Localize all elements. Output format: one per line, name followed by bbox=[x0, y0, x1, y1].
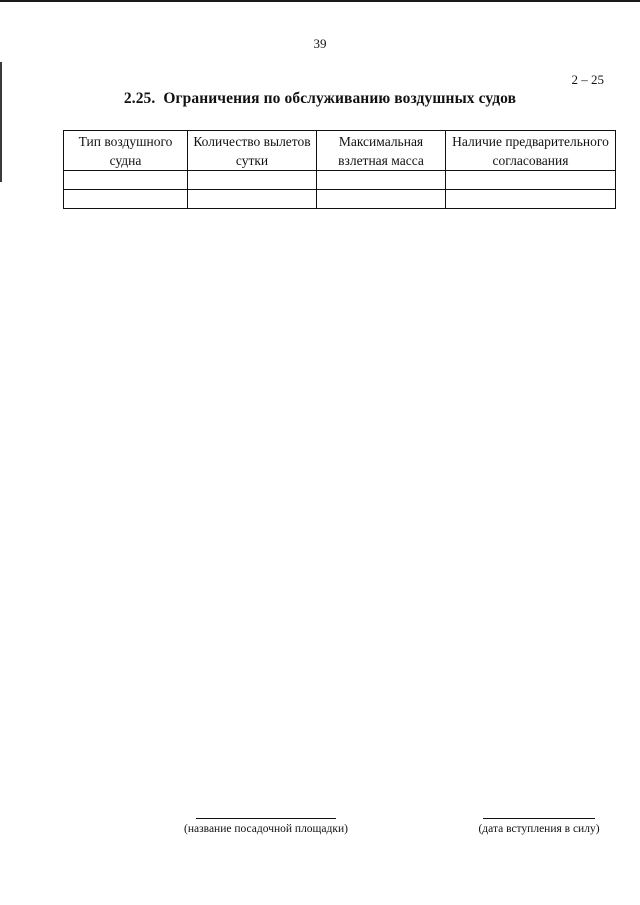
scan-edge-top bbox=[0, 0, 640, 2]
table-cell bbox=[446, 171, 616, 190]
effective-date-signature bbox=[470, 818, 608, 835]
header-prior-approval: Наличие предварительного согласования bbox=[446, 131, 616, 171]
table-header-row bbox=[64, 131, 616, 171]
table-row bbox=[64, 190, 616, 209]
table-cell bbox=[446, 190, 616, 209]
header-aircraft-type: Тип воздушного судна bbox=[64, 131, 188, 171]
page-number: 39 bbox=[313, 36, 327, 51]
section-number: 2.25. bbox=[123, 90, 156, 107]
table-cell bbox=[188, 190, 317, 209]
signature-line bbox=[196, 818, 336, 819]
effective-date-caption: (дата вступления в силу) bbox=[478, 823, 600, 835]
airfield-name-caption: (название посадочной площадки) bbox=[184, 823, 348, 835]
table-cell bbox=[317, 171, 446, 190]
header-max-takeoff-mass: Максимальная взлетная масса bbox=[317, 131, 446, 171]
table-row bbox=[64, 171, 616, 190]
table-cell bbox=[64, 190, 188, 209]
section-title bbox=[0, 90, 640, 108]
section-title-text: Ограничения по обслуживанию воздушных судов bbox=[163, 90, 517, 107]
scan-edge-left bbox=[0, 62, 2, 182]
restrictions-table bbox=[63, 130, 616, 209]
table-cell bbox=[188, 171, 317, 190]
signature-line bbox=[483, 818, 595, 819]
airfield-name-signature bbox=[176, 818, 356, 835]
header-departures-per-day: Количество вылетов сутки bbox=[188, 131, 317, 171]
form-code: 2 – 25 bbox=[571, 72, 604, 87]
table-cell bbox=[317, 190, 446, 209]
table-cell bbox=[64, 171, 188, 190]
